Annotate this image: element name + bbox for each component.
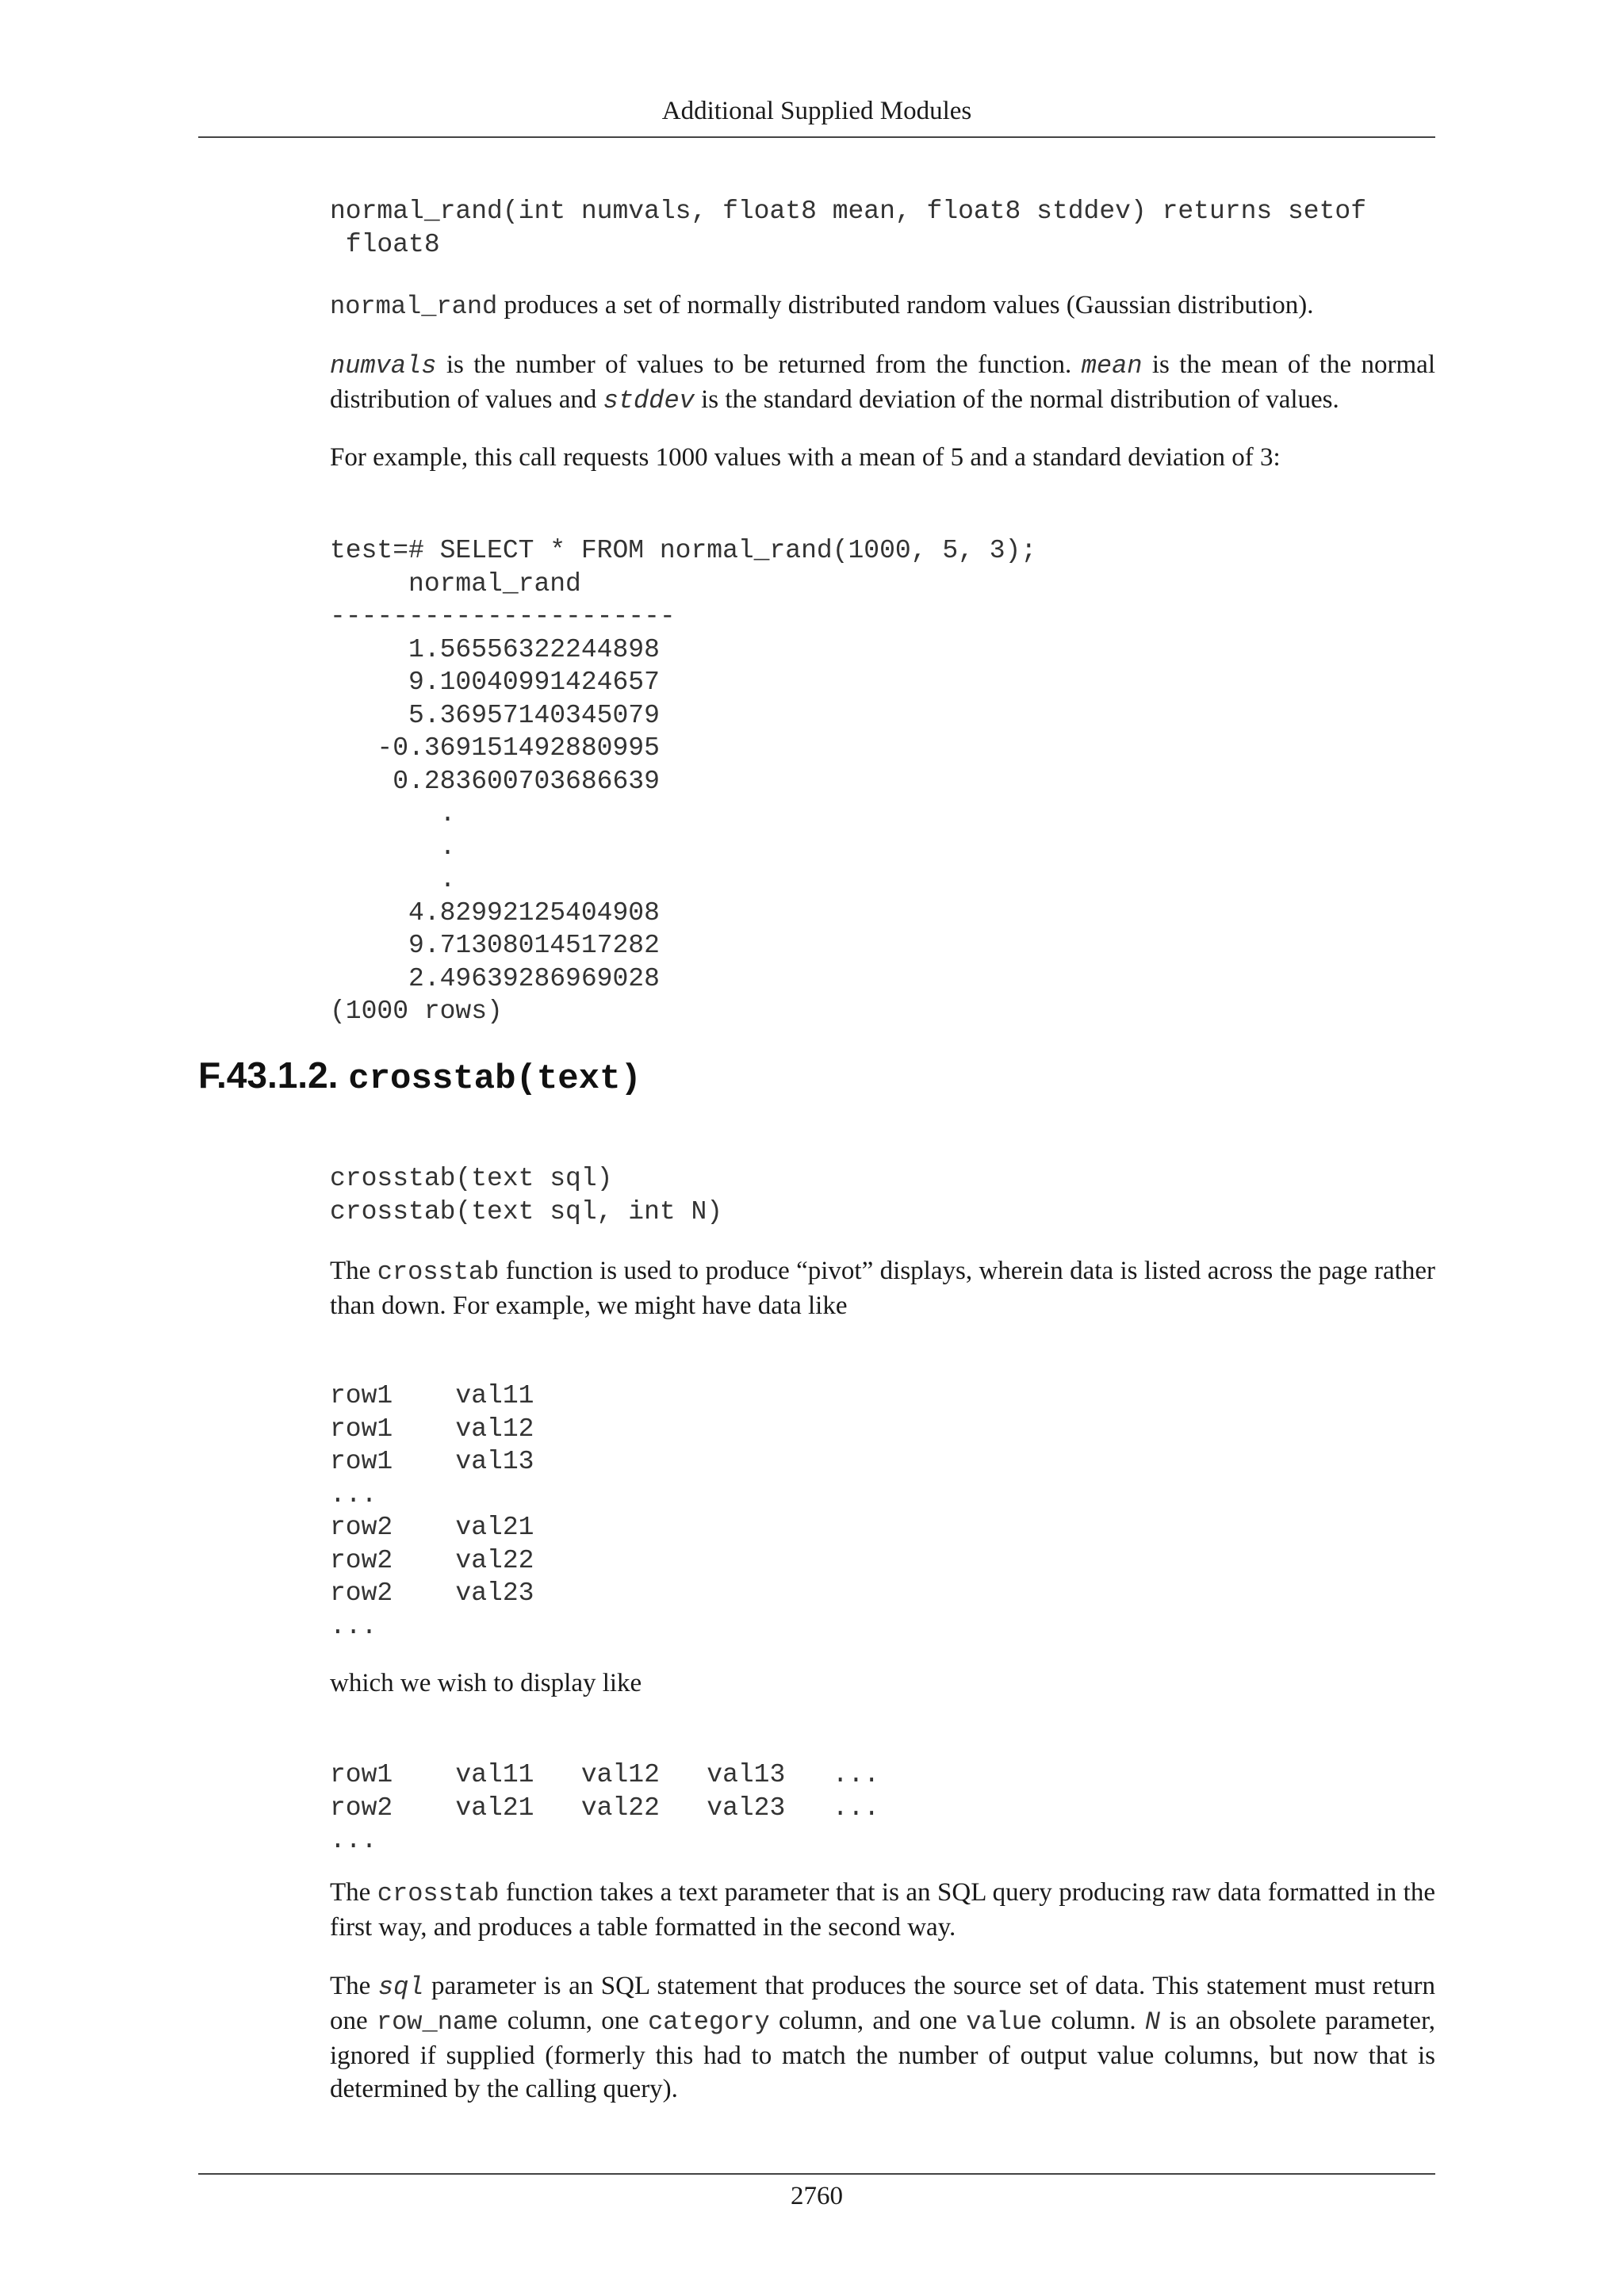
- section-number: F.43.1.2.: [198, 1054, 339, 1096]
- inline-code-category: category: [648, 2007, 770, 2037]
- normal-rand-example: test=# SELECT * FROM normal_rand(1000, 5, 3); normal_rand ---------------------- 1.56556322244898 9.10040991424657 5.36957140345079 -0.369151492880995 0.283600703686639 . . . 4.82992125404908 9.71308014517282 2.49639286969028 (1000 rows): [330, 536, 1037, 1026]
- page-header: Additional Supplied Modules: [661, 97, 972, 125]
- crosstab-display-example: row1 val11 val12 val13 ... row2 val21 val22 val23 ... ...: [330, 1760, 880, 1855]
- text-run: column, one: [498, 2007, 649, 2035]
- normal-rand-signature-block: [330, 195, 1435, 261]
- normal-rand-signature: normal_rand(int numvals, float8 mean, float8 stddev) returns setof float8: [330, 197, 1367, 259]
- header-rule: [198, 136, 1435, 138]
- inline-code-row-name: row_name: [376, 2007, 499, 2037]
- section-title-code: crosstab(text): [348, 1059, 642, 1099]
- normal-rand-desc1: [330, 289, 1435, 323]
- inline-code: crosstab: [377, 1879, 500, 1908]
- text-run: is the mean of the normal distribution of values and: [330, 350, 1435, 414]
- crosstab-sql-param-description: [330, 1969, 1435, 2106]
- normal-rand-desc3: [330, 441, 1435, 474]
- page-number: 2760: [791, 2182, 843, 2210]
- crosstab-data-example: row1 val11 row1 val12 row1 val13 ... row2 val21 row2 val22 row2 val23 ...: [330, 1381, 534, 1641]
- param-n: N: [1144, 2007, 1161, 2037]
- crosstab-signatures: crosstab(text sql) crosstab(text sql, int N): [330, 1164, 723, 1226]
- crosstab-signatures-block: [330, 1162, 1435, 1228]
- crosstab-function-description: [330, 1876, 1435, 1944]
- section-heading: [198, 1051, 642, 1103]
- inline-code-value: value: [966, 2007, 1043, 2037]
- crosstab-intro: [330, 1254, 1435, 1322]
- crosstab-p1: [330, 1254, 1435, 1322]
- text-run: is the standard deviation of the normal distribution of values.: [694, 385, 1339, 414]
- text-run: The: [330, 1878, 377, 1907]
- text-run: column.: [1042, 2007, 1145, 2035]
- param-sql: sql: [377, 1973, 424, 2002]
- param-stddev: stddev: [603, 386, 695, 415]
- text-run: The: [330, 1257, 377, 1285]
- normal-rand-example-intro: For example, this call requests 1000 values with a mean of 5 and a standard deviation of 3:: [330, 443, 1281, 472]
- footer-rule: [198, 2173, 1435, 2175]
- crosstab-data-example-block: [330, 1380, 1435, 1643]
- crosstab-p4: [330, 1969, 1435, 2106]
- text-run: is the number of values to be returned from the function.: [436, 350, 1082, 379]
- normal-rand-description: [330, 289, 1435, 323]
- normal-rand-params-description: [330, 348, 1435, 418]
- crosstab-display-intro: which we wish to display like: [330, 1669, 642, 1697]
- normal-rand-desc2: [330, 348, 1435, 418]
- text-run: parameter is an SQL statement that produces the source set of data. This statement must return one: [330, 1972, 1435, 2035]
- param-numvals: numvals: [330, 351, 437, 381]
- text-run: is an obsolete parameter, ignored if supplied (formerly this had to match the number of output value columns, but now that is determined by the calling query).: [330, 2007, 1436, 2103]
- inline-code: normal_rand: [330, 292, 498, 321]
- crosstab-p2: [330, 1667, 1435, 1700]
- crosstab-display-example-block: [330, 1758, 1435, 1858]
- text-run: function is used to produce “pivot” displays, wherein data is listed across the page rather than down. For example, we might have data like: [330, 1257, 1435, 1320]
- text-run: column, and one: [769, 2007, 967, 2035]
- param-mean: mean: [1081, 351, 1143, 381]
- normal-rand-example-block: [330, 534, 1435, 1028]
- inline-code: crosstab: [377, 1257, 500, 1287]
- text-run: produces a set of normally distributed random values (Gaussian distribution).: [497, 291, 1314, 320]
- text-run: The: [330, 1972, 378, 2000]
- crosstab-p3: [330, 1876, 1435, 1944]
- text-run: function takes a text parameter that is an SQL query producing raw data formatted in the first way, and produces a table formatted in the second way.: [330, 1878, 1435, 1942]
